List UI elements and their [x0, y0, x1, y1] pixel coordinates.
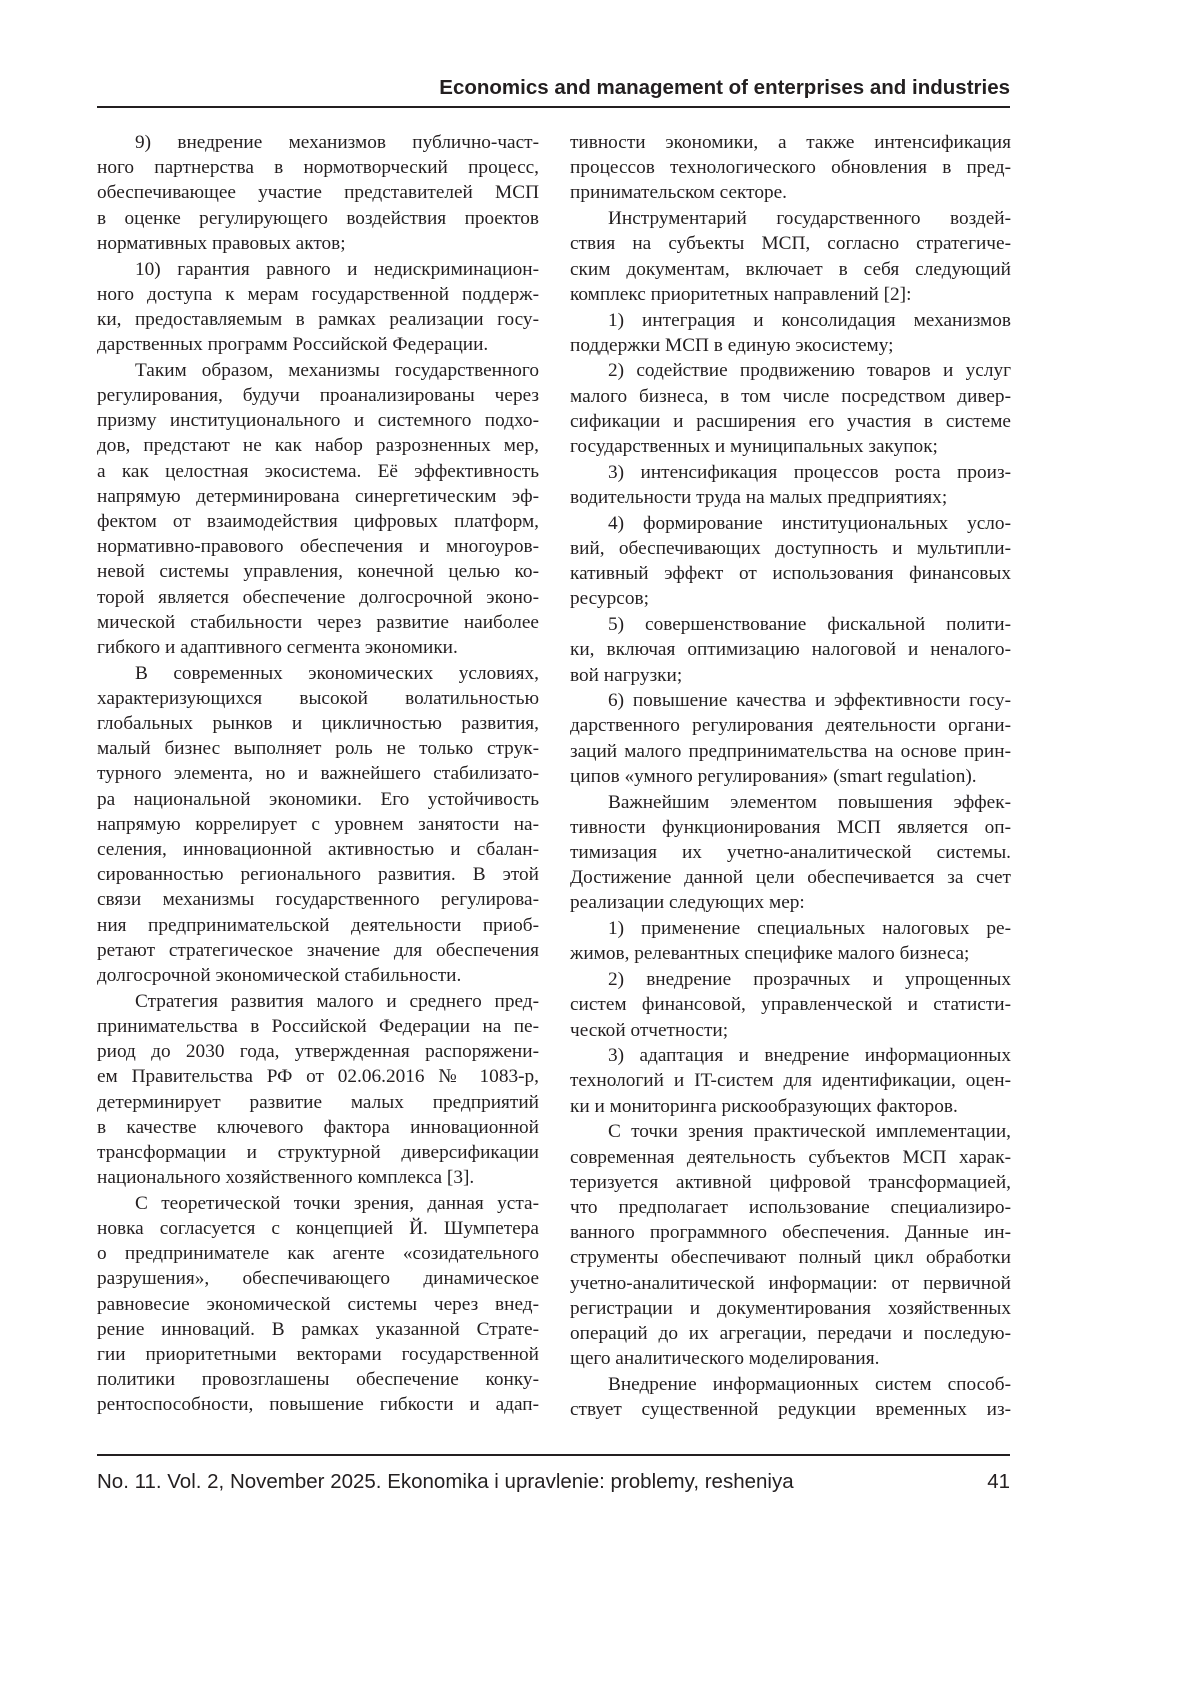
text-line: 3) интенсификация процессов роста произ-: [570, 460, 1011, 485]
text-line: теризуется активной цифровой трансформацией,: [570, 1170, 1011, 1195]
paragraph: [570, 916, 1011, 966]
text-line: 5) совершенствование фискальной полити-: [570, 612, 1011, 637]
header-divider: [97, 106, 1010, 108]
text-line: 4) формирование институциональных усло-: [570, 511, 1011, 536]
text-line: малого бизнеса, в том числе посредством дивер-: [570, 384, 1011, 409]
text-line: ного доступа к мерам государственной поддерж-: [97, 282, 539, 307]
text-line: 9) внедрение механизмов публично-част-: [97, 130, 539, 155]
text-line: в качестве ключевого фактора инновационной: [97, 1115, 539, 1140]
text-line: селения, инновационной активностью и сбалан-: [97, 837, 539, 862]
text-line: 10) гарантия равного и недискриминацион-: [97, 257, 539, 282]
text-line: дов, предстают не как набор разрозненных мер,: [97, 433, 539, 458]
text-line: С теоретической точки зрения, данная уста-: [97, 1191, 539, 1216]
text-line: трансформации и структурной диверсификации: [97, 1140, 539, 1165]
paragraph: [570, 1043, 1011, 1119]
text-line: вий, обеспечивающих доступность и мультипли-: [570, 536, 1011, 561]
text-line: малый бизнес выполняет роль не только струк-: [97, 736, 539, 761]
text-line: принимательства в Российской Федерации на пе-: [97, 1014, 539, 1039]
text-line: систем финансовой, управленческой и статисти-: [570, 992, 1011, 1017]
paragraph: [570, 308, 1011, 358]
text-line: гибкого и адаптивного сегмента экономики.: [97, 635, 539, 660]
paragraph: [570, 612, 1011, 688]
text-line: С точки зрения практической имплементации,: [570, 1119, 1011, 1144]
text-line: ки и мониторинга рискообразующих факторов.: [570, 1094, 1011, 1119]
paragraph: [97, 1191, 539, 1418]
text-line: кативный эффект от использования финансовых: [570, 561, 1011, 586]
text-line: В современных экономических условиях,: [97, 661, 539, 686]
text-line: ния предпринимательской деятельности приоб-: [97, 913, 539, 938]
text-line: ра национальной экономики. Его устойчивость: [97, 787, 539, 812]
text-line: учетно-аналитической информации: от первичной: [570, 1271, 1011, 1296]
text-line: щего аналитического моделирования.: [570, 1346, 1011, 1371]
text-line: Важнейшим элементом повышения эффек-: [570, 790, 1011, 815]
text-line: новка согласуется с концепцией Й. Шумпетера: [97, 1216, 539, 1241]
paragraph: [570, 1372, 1011, 1422]
text-line: дарственного регулирования деятельности органи-: [570, 713, 1011, 738]
text-line: ки, предоставляемым в рамках реализации госу-: [97, 307, 539, 332]
footer-divider: [97, 1454, 1010, 1456]
text-line: Инструментарий государственного воздей-: [570, 206, 1011, 231]
text-line: поддержки МСП в единую экосистему;: [570, 333, 1011, 358]
text-line: регулирования, будучи проанализированы через: [97, 383, 539, 408]
paragraph: [97, 989, 539, 1191]
text-line: реализации следующих мер:: [570, 890, 1011, 915]
page-number: 41: [987, 1470, 1010, 1494]
text-line: 2) содействие продвижению товаров и услуг: [570, 358, 1011, 383]
text-line: ного партнерства в нормотворческий процесс,: [97, 155, 539, 180]
text-line: жимов, релевантных специфике малого бизнеса;: [570, 941, 1011, 966]
text-line: 6) повышение качества и эффективности госу-: [570, 688, 1011, 713]
text-line: операций до их агрегации, передачи и последую-: [570, 1321, 1011, 1346]
text-line: тивности функционирования МСП является оп-: [570, 815, 1011, 840]
text-line: 1) применение специальных налоговых ре-: [570, 916, 1011, 941]
text-line: 1) интеграция и консолидация механизмов: [570, 308, 1011, 333]
text-line: тимизация их учетно-аналитической системы.: [570, 840, 1011, 865]
text-line: принимательском секторе.: [570, 180, 1011, 205]
text-line: сированностью регионального развития. В этой: [97, 862, 539, 887]
text-line: связи механизмы государственного регулирова-: [97, 887, 539, 912]
text-line: характеризующихся высокой волатильностью: [97, 686, 539, 711]
text-line: что предполагает использование специализиро-: [570, 1195, 1011, 1220]
text-line: государственных и муниципальных закупок;: [570, 434, 1011, 459]
paragraph: [570, 967, 1011, 1043]
page-footer: [97, 1470, 1010, 1494]
text-line: призму институционального и системного подхо-: [97, 408, 539, 433]
text-line: ретают стратегическое значение для обеспечения: [97, 938, 539, 963]
text-line: ресурсов;: [570, 586, 1011, 611]
text-line: о предпринимателе как агенте «созидательного: [97, 1241, 539, 1266]
text-line: невой системы управления, конечной целью ко-: [97, 559, 539, 584]
text-line: а как целостная экосистема. Её эффективность: [97, 459, 539, 484]
paragraph: [570, 130, 1011, 206]
text-line: Внедрение информационных систем способ-: [570, 1372, 1011, 1397]
text-line: заций малого предпринимательства на основе прин-: [570, 739, 1011, 764]
paragraph: [570, 1119, 1011, 1371]
text-line: риод до 2030 года, утвержденная распоряжени-: [97, 1039, 539, 1064]
text-line: нормативно-правового обеспечения и многоуров-: [97, 534, 539, 559]
text-line: детерминирует развитие малых предприятий: [97, 1090, 539, 1115]
text-line: в оценке регулирующего воздействия проектов: [97, 206, 539, 231]
paragraph: [570, 460, 1011, 510]
text-line: ческой отчетности;: [570, 1018, 1011, 1043]
text-line: технологий и IT-систем для идентификации, оцен-: [570, 1068, 1011, 1093]
text-line: ем Правительства РФ от 02.06.2016 № 1083-р,: [97, 1064, 539, 1089]
text-line: мической стабильности через развитие наиболее: [97, 610, 539, 635]
text-line: тивности экономики, а также интенсификация: [570, 130, 1011, 155]
paragraph: [570, 790, 1011, 916]
footer-citation: No. 11. Vol. 2, November 2025. Ekonomika i upravlenie: problemy, resheniya: [97, 1470, 794, 1494]
text-line: 3) адаптация и внедрение информационных: [570, 1043, 1011, 1068]
paragraph: [570, 358, 1011, 459]
paragraph: [97, 130, 539, 256]
text-line: Достижение данной цели обеспечивается за счет: [570, 865, 1011, 890]
text-line: сификации и расширения его участия в системе: [570, 409, 1011, 434]
text-line: комплекс приоритетных направлений [2]:: [570, 282, 1011, 307]
text-line: гии приоритетными векторами государственной: [97, 1342, 539, 1367]
text-line: турного элемента, но и важнейшего стабилизато-: [97, 761, 539, 786]
text-line: рентоспособности, повышение гибкости и адап-: [97, 1392, 539, 1417]
text-line: напрямую коррелирует с уровнем занятости на-: [97, 812, 539, 837]
text-line: Стратегия развития малого и среднего пред-: [97, 989, 539, 1014]
text-line: ки, включая оптимизацию налоговой и неналого-: [570, 637, 1011, 662]
text-line: напрямую детерминирована синергетическим эф-: [97, 484, 539, 509]
paragraph: [97, 257, 539, 358]
text-line: ствия на субъекты МСП, согласно стратегиче-: [570, 231, 1011, 256]
text-line: долгосрочной экономической стабильности.: [97, 963, 539, 988]
text-line: вой нагрузки;: [570, 663, 1011, 688]
left-column: [97, 130, 539, 1418]
text-line: торой является обеспечение долгосрочной эконо-: [97, 585, 539, 610]
text-line: ским документам, включает в себя следующий: [570, 257, 1011, 282]
text-line: ванного программного обеспечения. Данные ин-: [570, 1220, 1011, 1245]
paragraph: [570, 688, 1011, 789]
text-line: водительности труда на малых предприятиях;: [570, 485, 1011, 510]
text-line: струменты обеспечивают полный цикл обработки: [570, 1245, 1011, 1270]
running-header: Economics and management of enterprises and industries: [97, 76, 1010, 100]
text-line: разрушения», обеспечивающего динамическое: [97, 1266, 539, 1291]
text-line: политики провозглашены обеспечение конку-: [97, 1367, 539, 1392]
text-line: фектом от взаимодействия цифровых платформ,: [97, 509, 539, 534]
paragraph: [570, 511, 1011, 612]
right-column: [570, 130, 1011, 1423]
text-line: ципов «умного регулирования» (smart regulation).: [570, 764, 1011, 789]
text-line: процессов технологического обновления в пред-: [570, 155, 1011, 180]
text-line: обеспечивающее участие представителей МСП: [97, 180, 539, 205]
text-line: национального хозяйственного комплекса [3].: [97, 1165, 539, 1190]
text-line: равновесие экономической системы через внед-: [97, 1292, 539, 1317]
text-line: рение инноваций. В рамках указанной Страте-: [97, 1317, 539, 1342]
text-line: дарственных программ Российской Федерации.: [97, 332, 539, 357]
text-line: современная деятельность субъектов МСП харак-: [570, 1145, 1011, 1170]
paragraph: [570, 206, 1011, 307]
text-line: Таким образом, механизмы государственного: [97, 358, 539, 383]
text-line: ствует существенной редукции временных из-: [570, 1397, 1011, 1422]
text-line: нормативных правовых актов;: [97, 231, 539, 256]
text-line: регистрации и документирования хозяйственных: [570, 1296, 1011, 1321]
paragraph: [97, 358, 539, 660]
paragraph: [97, 661, 539, 988]
text-line: 2) внедрение прозрачных и упрощенных: [570, 967, 1011, 992]
text-line: глобальных рынков и цикличностью развития,: [97, 711, 539, 736]
